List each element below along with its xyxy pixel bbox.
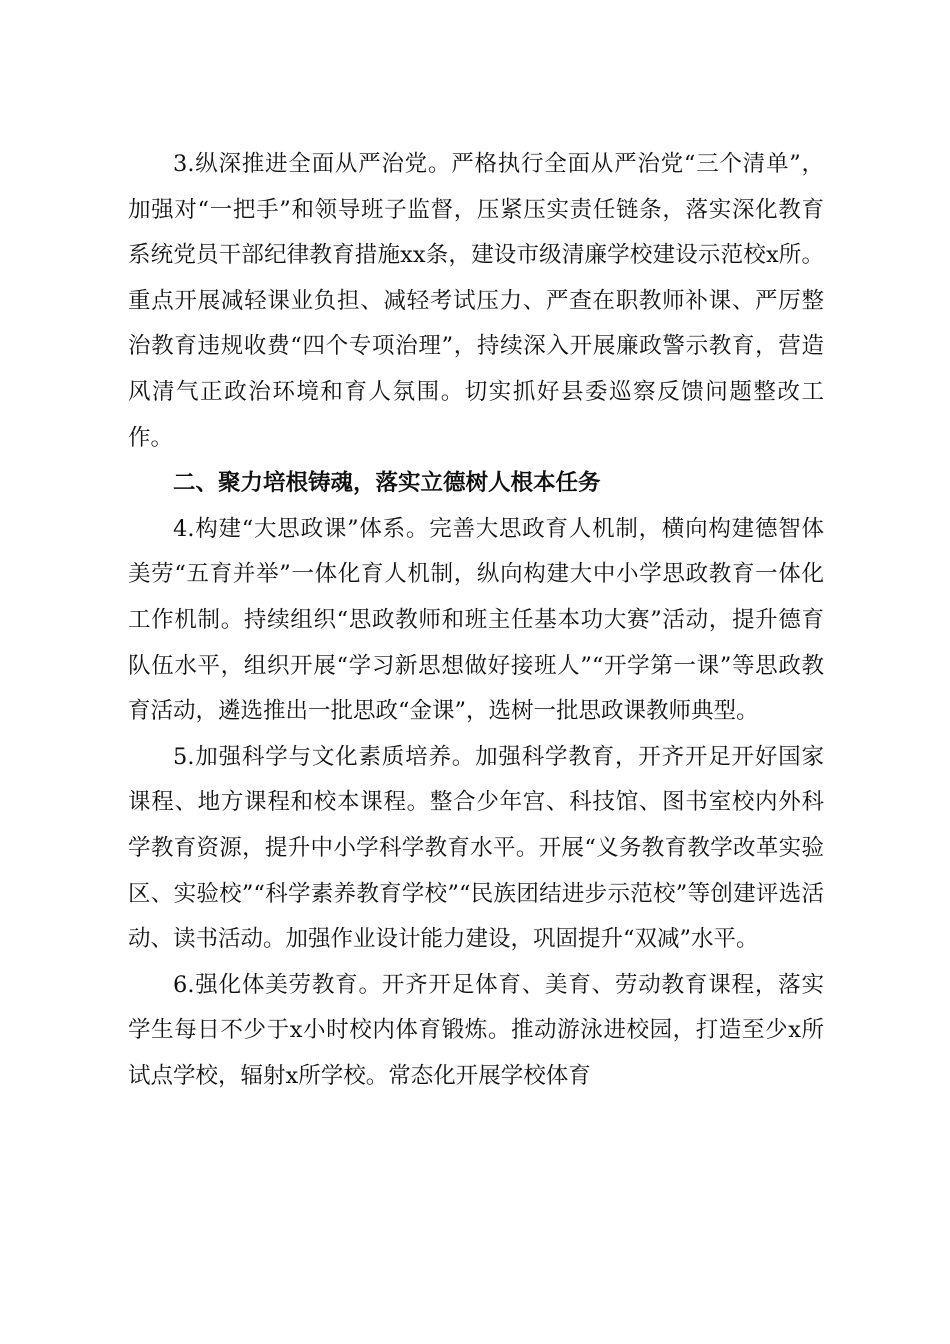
document-body <box>128 142 824 1099</box>
paragraph-ideological-course: 4.构建“大思政课”体系。完善大思政育人机制，横向构建德智体美劳“五育并举”一体化育人机制，纵向构建大中小学思政教育一体化工作机制。持续组织“思政教师和班主任基本功大赛”活动，提升德育队伍水平，组织开展“学习新思想做好接班人”“开学第一课”等思政教育活动，遴选推出一批思政“金课”，选树一批思政课教师典型。 <box>128 515 824 725</box>
paragraph-pe-arts-labor: 6.强化体美劳教育。开齐开足体育、美育、劳动教育课程，落实学生每日不少于x小时校内体育锻炼。推动游泳进校园，打造至少x所试点学校，辐射x所学校。常态化开展学校体育 <box>128 971 824 1089</box>
paragraph-science-culture: 5.加强科学与文化素质培养。加强科学教育，开齐开足开好国家课程、地方课程和校本课程。整合少年宫、科技馆、图书室校内外科学教育资源，提升中小学科学教育水平。开展“义务教育教学改革实验区、实验校”“科学素养教育学校”“民族团结进步示范校”等创建评选活动、读书活动。加强作业设计能力建设，巩固提升“双减”水平。 <box>128 743 824 953</box>
section-heading-two: 二、聚力培根铸魂，落实立德树人根本任务 <box>173 470 601 497</box>
paragraph-party-governance: 3.纵深推进全面从严治党。严格执行全面从严治党“三个清单”，加强对“一把手”和领导班子监督，压紧压实责任链条，落实深化教育系统党员干部纪律教育措施xx条，建设市级清廉学校建设示范校x所。重点开展减轻课业负担、减轻考试压力、严查在职教师补课、严厉整治教育违规收费“四个专项治理”，持续深入开展廉政警示教育，营造风清气正政治环境和育人氛围。切实抓好县委巡察反馈问题整改工作。 <box>128 151 824 451</box>
